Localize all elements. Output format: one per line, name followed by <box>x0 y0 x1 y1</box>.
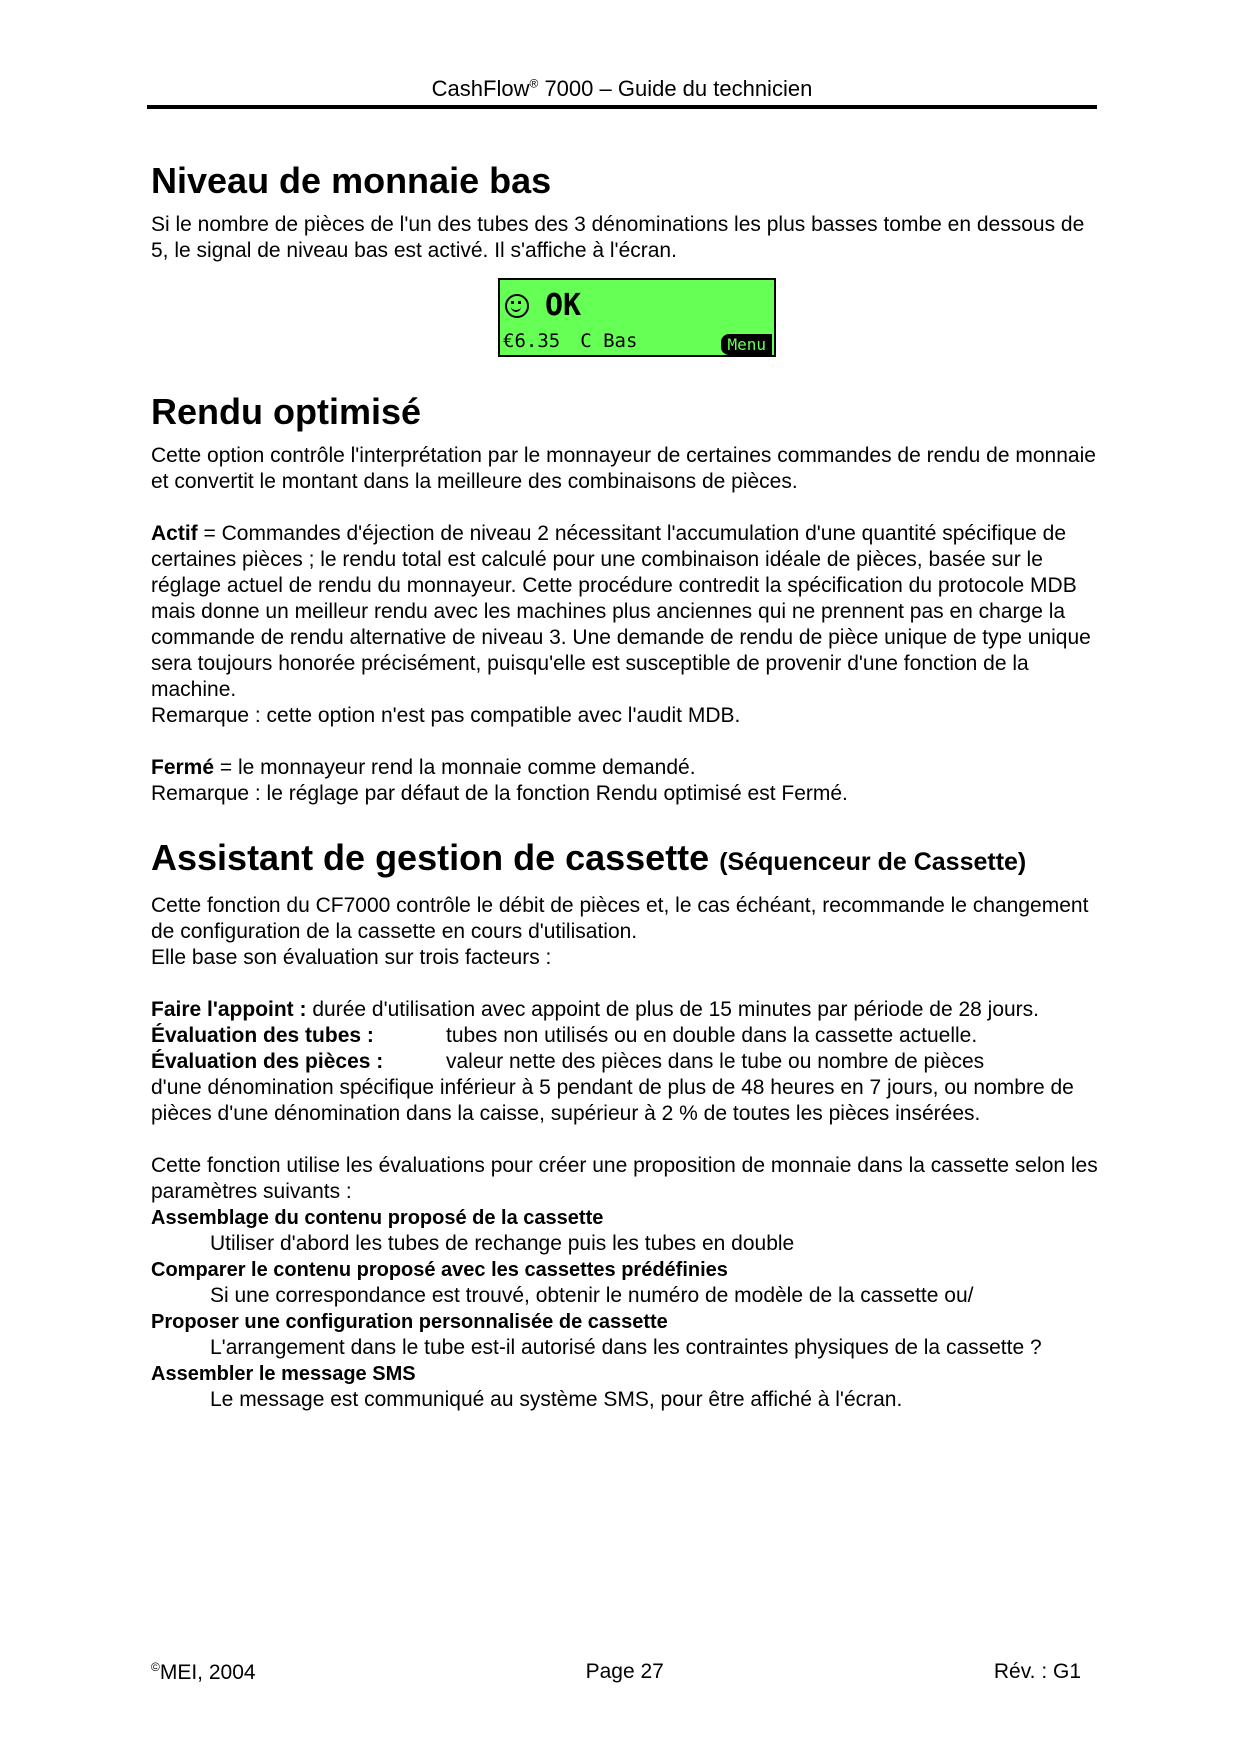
header-title-pre: CashFlow <box>431 76 530 101</box>
lcd-amount: €6.35 <box>503 330 561 352</box>
lcd-message: C Bas <box>580 330 638 352</box>
tubes-term: Évaluation des tubes : <box>151 1024 374 1047</box>
pieces-continuation: d'une dénomination spécifique inférieur à 5 pendant de plus de 48 heures en 7 jours, ou nombre de pièces d'une dénomination dans la caisse, supérieur à 2 % de toutes les pièces insérées. <box>151 1076 1074 1125</box>
cassette-intro-2: Elle base son évaluation sur trois facteurs : <box>151 946 552 969</box>
tubes-text: tubes non utilisés ou en double dans la cassette actuelle. <box>446 1024 978 1047</box>
step-title: Comparer le contenu proposé avec les cassettes prédéfinies <box>151 1259 728 1281</box>
header-title-post: 7000 – Guide du technicien <box>538 76 813 101</box>
step-title: Proposer une configuration personnalisée de cassette <box>151 1311 668 1333</box>
step-title: Assembler le message SMS <box>151 1363 416 1385</box>
smiley-icon <box>505 294 529 318</box>
page-content <box>151 160 1101 1413</box>
page-number: Page 27 <box>585 1660 664 1683</box>
appoint-text: durée d'utilisation avec appoint de plus de 15 minutes par période de 28 jours. <box>306 998 1040 1021</box>
step-body: Utiliser d'abord les tubes de rechange puis les tubes en double <box>210 1232 795 1255</box>
ferme-text: = le monnayeur rend la monnaie comme demandé. <box>214 756 696 779</box>
section-title-low-change: Niveau de monnaie bas <box>151 160 552 201</box>
step-body: L'arrangement dans le tube est-il autorisé dans les contraintes physiques de la cassette ? <box>210 1336 1042 1359</box>
lcd-top-line <box>505 288 581 323</box>
pieces-text: valeur nette des pièces dans le tube ou nombre de pièces <box>446 1050 985 1073</box>
optimized-change-intro: Cette option contrôle l'interprétation par le monnayeur de certaines commandes de rendu de monnaie et convertit le montant dans la meilleure des combinaisons de pièces. <box>151 444 1096 493</box>
pieces-definition <box>151 1049 1101 1075</box>
tubes-definition <box>151 1023 1101 1049</box>
appoint-definition <box>151 997 1101 1023</box>
registered-mark: ® <box>529 76 539 91</box>
ferme-note: Remarque : le réglage par défaut de la fonction Rendu optimisé est Fermé. <box>151 782 848 805</box>
revision: Rév. : G1 <box>993 1660 1081 1683</box>
low-change-text: Si le nombre de pièces de l'un des tubes des 3 dénominations les plus basses tombe en dessous de 5, le signal de niveau bas est activé. Il s'affiche à l'écran. <box>151 213 1085 262</box>
step-body: Si une correspondance est trouvé, obtenir le numéro de modèle de la cassette ou/ <box>210 1284 974 1307</box>
cassette-title-sub: (Séquenceur de Cassette) <box>719 848 1027 876</box>
lcd-menu-softkey: Menu <box>721 334 772 355</box>
running-header <box>147 76 1097 102</box>
step-title: Assemblage du contenu proposé de la cassette <box>151 1207 604 1229</box>
page-footer <box>151 1660 1081 1685</box>
copyright-text: MEI, 2004 <box>159 1661 256 1684</box>
lcd-status: OK <box>545 288 582 323</box>
cassette-intro-1: Cette fonction du CF7000 contrôle le débit de pièces et, le cas échéant, recommande le changement de configuration de la cassette en cours d'utilisation. <box>151 894 1089 943</box>
ferme-term: Fermé <box>151 756 215 779</box>
cassette-title-main: Assistant de gestion de cassette <box>151 837 710 878</box>
copyright-mark: © <box>151 1660 160 1674</box>
lcd-display <box>498 278 776 357</box>
actif-term: Actif <box>151 522 198 545</box>
section-title-cassette-assistant <box>151 837 1101 883</box>
section-title-optimized-change: Rendu optimisé <box>151 391 422 432</box>
actif-note: Remarque : cette option n'est pas compatible avec l'audit MDB. <box>151 704 741 727</box>
ferme-definition <box>151 755 1101 781</box>
appoint-term: Faire l'appoint : <box>151 998 307 1021</box>
pieces-term: Évaluation des pièces : <box>151 1050 384 1073</box>
header-rule <box>147 105 1097 109</box>
actif-text: = Commandes d'éjection de niveau 2 nécessitant l'accumulation d'une quantité spécifique de certaines pièces ; le rendu total est calculé pour une combinaison idéale de pièces, basée sur le réglage actuel de rendu du monnayeur. Cette procédure contredit la spécification du protocole MDB mais donne un meilleur rendu avec les machines plus anciennes qui ne prennent pas en charge la commande de rendu alternative de niveau 3. Une demande de rendu de pièce unique de type unique sera toujours honorée précisément, puisqu'elle est susceptible de provenir d'une fonction de la machine. <box>151 522 1091 701</box>
actif-definition <box>151 521 1101 703</box>
step-body: Le message est communiqué au système SMS, pour être affiché à l'écran. <box>210 1388 903 1411</box>
step-list <box>151 1205 1101 1413</box>
footer-copyright <box>151 1660 256 1685</box>
params-intro: Cette fonction utilise les évaluations pour créer une proposition de monnaie dans la cassette selon les paramètres suivants : <box>151 1154 1098 1203</box>
lcd-figure <box>151 278 1101 373</box>
